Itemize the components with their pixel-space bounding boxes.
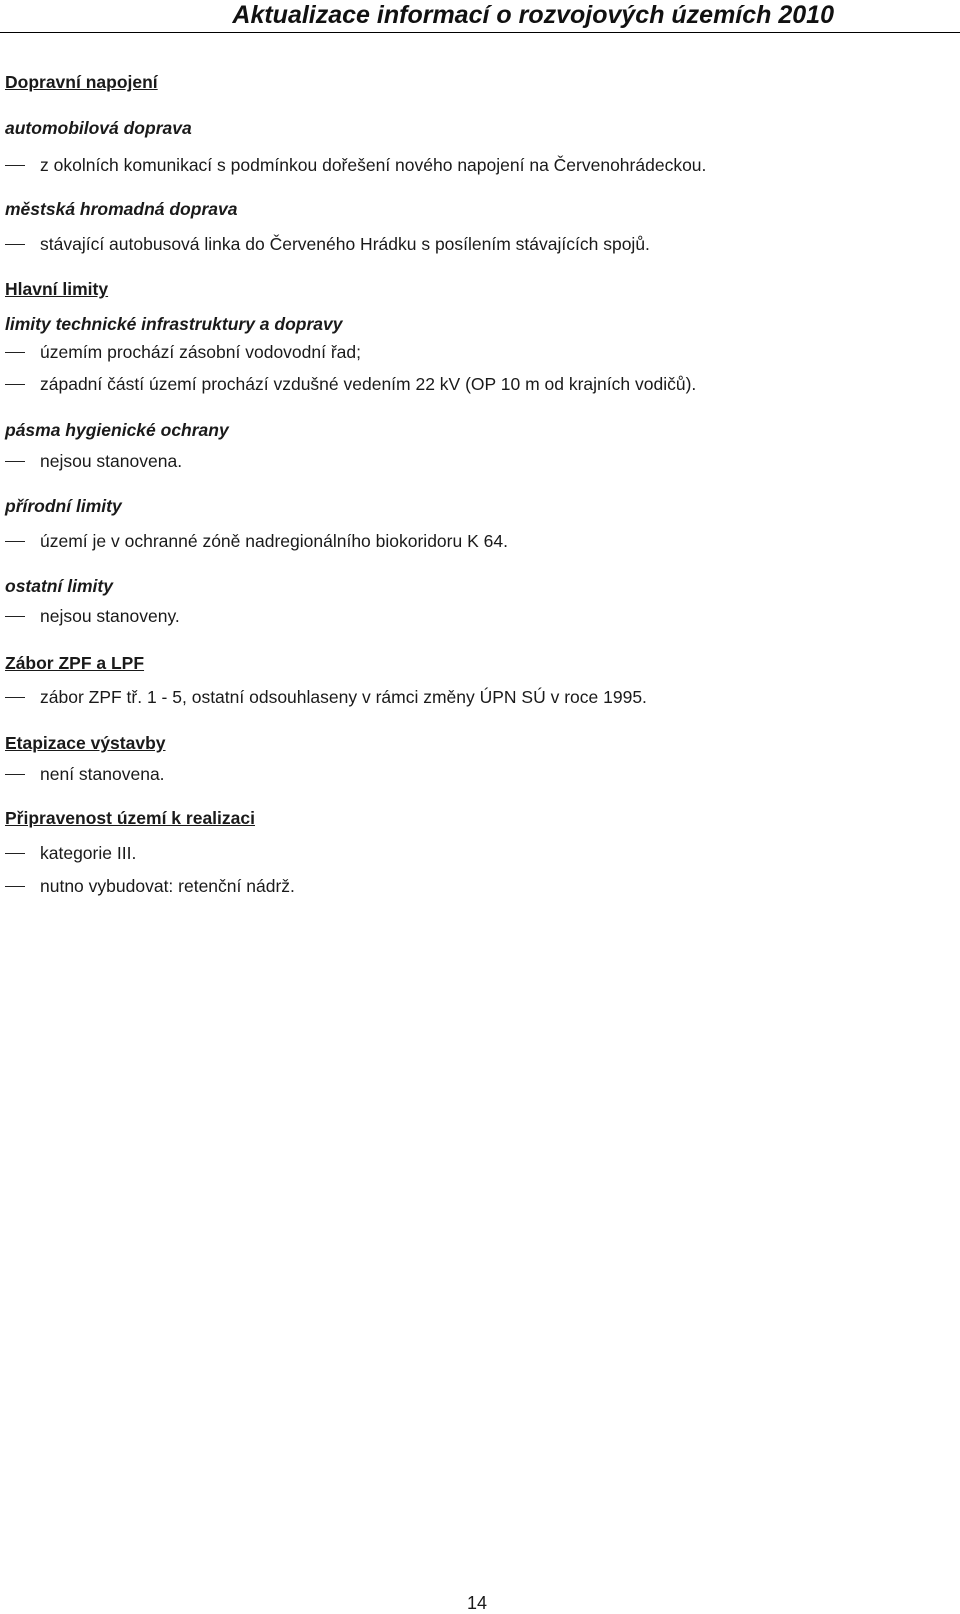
- list-item: [0, 686, 900, 708]
- section-heading-dopravni-napojeni: Dopravní napojení: [5, 72, 158, 92]
- list-item-text: nejsou stanovena.: [40, 451, 183, 471]
- dash-bullet-icon: [5, 461, 25, 462]
- page-number: 14: [467, 1593, 488, 1613]
- dash-bullet-icon: [5, 352, 25, 353]
- list-item-text: nejsou stanoveny.: [40, 606, 180, 626]
- list-item: [0, 763, 900, 785]
- page-header: [0, 0, 960, 33]
- list-item-text: stávající autobusová linka do Červeného Hrádku s posílením stávajících spojů.: [40, 234, 650, 254]
- dash-bullet-icon: [5, 886, 25, 887]
- list-item: [0, 530, 900, 552]
- dash-bullet-icon: [5, 541, 25, 542]
- list-item-text: kategorie III.: [40, 843, 137, 863]
- list-item-text: z okolních komunikací s podmínkou dořešení nového napojení na Červenohrádeckou.: [40, 155, 707, 175]
- list-item: [0, 842, 900, 864]
- subheading-pasma-hygienicke-ochrany: pásma hygienické ochrany: [5, 420, 229, 440]
- dash-bullet-icon: [5, 697, 25, 698]
- list-item: [0, 154, 900, 176]
- section-heading-hlavni-limity: Hlavní limity: [5, 279, 109, 299]
- list-item: [0, 341, 900, 363]
- dash-bullet-icon: [5, 165, 25, 166]
- list-item-text: západní částí území prochází vzdušné vedením 22 kV (OP 10 m od krajních vodičů).: [40, 374, 697, 394]
- section-heading-pripravenost-uzemi: Připravenost území k realizaci: [5, 808, 255, 828]
- subheading-ostatni-limity: ostatní limity: [5, 576, 113, 596]
- subheading-automobilova-doprava: automobilová doprava: [5, 118, 192, 138]
- list-item-text: není stanovena.: [40, 764, 165, 784]
- list-item-text: zábor ZPF tř. 1 - 5, ostatní odsouhlaseny v rámci změny ÚPN SÚ v roce 1995.: [40, 687, 647, 707]
- dash-bullet-icon: [5, 384, 25, 385]
- section-heading-zabor-zpf-a-lpf: Zábor ZPF a LPF: [5, 653, 145, 673]
- list-item: [0, 373, 900, 395]
- subheading-mestska-hromadna-doprava: městská hromadná doprava: [5, 199, 238, 219]
- subheading-prirodni-limity: přírodní limity: [5, 496, 122, 516]
- dash-bullet-icon: [5, 244, 25, 245]
- list-item: [0, 605, 900, 627]
- list-item-text: nutno vybudovat: retenční nádrž.: [40, 876, 295, 896]
- page-title: Aktualizace informací o rozvojových územích 2010: [232, 1, 834, 29]
- subheading-limity-technicke-infrastruktury: limity technické infrastruktury a dopravy: [5, 314, 343, 334]
- dash-bullet-icon: [5, 616, 25, 617]
- list-item: [0, 233, 900, 255]
- list-item-text: území je v ochranné zóně nadregionálního biokoridoru K 64.: [40, 531, 508, 551]
- list-item: [0, 450, 900, 472]
- dash-bullet-icon: [5, 853, 25, 854]
- dash-bullet-icon: [5, 774, 25, 775]
- section-heading-etapizace-vystavby: Etapizace výstavby: [5, 733, 166, 753]
- list-item-text: územím prochází zásobní vodovodní řad;: [40, 342, 362, 362]
- list-item: [0, 875, 900, 897]
